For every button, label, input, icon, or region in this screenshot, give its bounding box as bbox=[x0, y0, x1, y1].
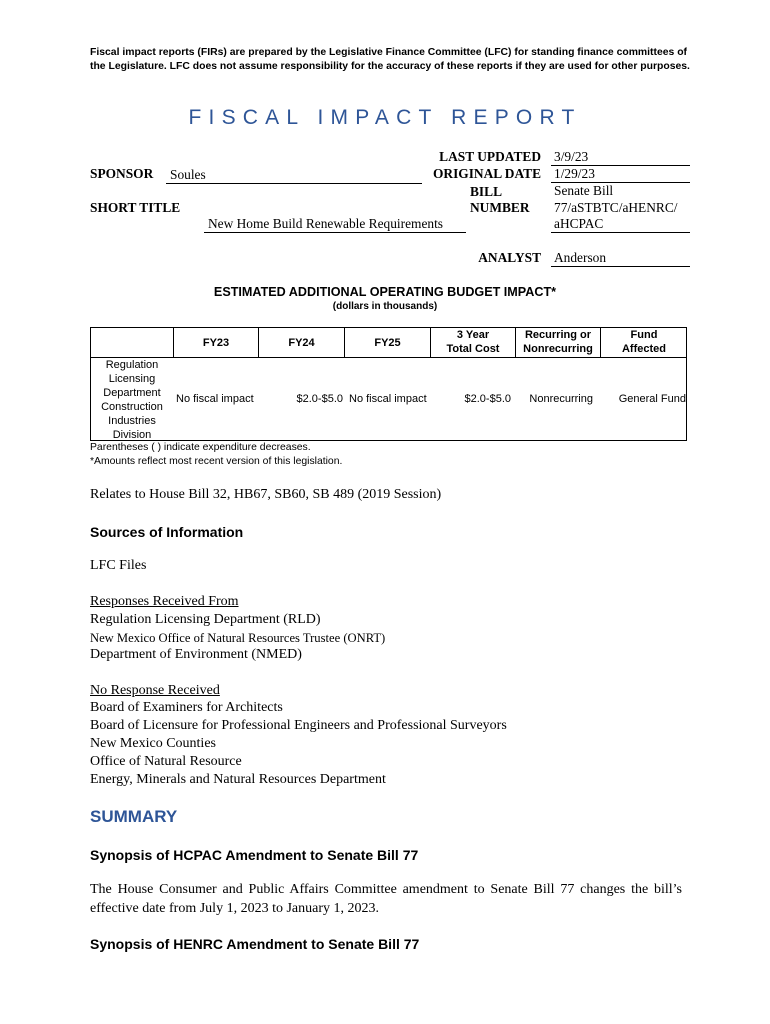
column-header-fy23: FY23 bbox=[202, 337, 230, 349]
no-response-item: Energy, Minerals and Natural Resources Department bbox=[90, 772, 386, 787]
column-header-total: 3 Year Total Cost bbox=[446, 329, 500, 355]
report-title: FISCAL IMPACT REPORT bbox=[188, 106, 582, 129]
response-item: Department of Environment (NMED) bbox=[90, 647, 302, 662]
last-updated-value: 3/9/23 bbox=[551, 149, 690, 166]
table-header-divider bbox=[91, 357, 686, 358]
no-response-item: Board of Examiners for Architects bbox=[90, 700, 283, 715]
table-cell-recurring: Nonrecurring bbox=[529, 393, 593, 405]
table-cell-fund: General Fund bbox=[618, 393, 686, 405]
responses-received-heading: Responses Received From bbox=[90, 594, 239, 609]
no-response-item: Office of Natural Resource bbox=[90, 754, 242, 769]
bill-label: BILL bbox=[470, 184, 503, 199]
bill-number-line: aHCPAC bbox=[554, 216, 604, 231]
sponsor-value: Soules bbox=[166, 167, 422, 184]
bill-number-underline bbox=[551, 232, 690, 233]
summary-heading: SUMMARY bbox=[90, 807, 178, 826]
synopsis-hcpac-text: The House Consumer and Public Affairs Committee amendment to Senate Bill 77 changes the bill’s effective date from July 1, 2023 to January 1, 2023. bbox=[90, 882, 682, 916]
synopsis-henrc-heading: Synopsis of HENRC Amendment to Senate Bill 77 bbox=[90, 936, 420, 952]
short-title-label: SHORT TITLE bbox=[90, 200, 181, 215]
bill-number-value bbox=[554, 183, 678, 233]
analyst-label: ANALYST bbox=[478, 250, 541, 265]
original-date-label: ORIGINAL DATE bbox=[432, 166, 541, 181]
bill-number-line: 77/aSTBTC/aHENRC/ bbox=[554, 199, 678, 215]
table-cell-total: $2.0-$5.0 bbox=[464, 393, 511, 405]
column-header-fy25: FY25 bbox=[374, 337, 401, 349]
column-header-fund: Fund Affected bbox=[621, 329, 666, 355]
column-header-recurring: Recurring or Nonrecurring bbox=[523, 329, 593, 355]
number-label: NUMBER bbox=[470, 200, 530, 215]
table-cell-fy24: $2.0-$5.0 bbox=[296, 393, 343, 405]
response-item: New Mexico Office of Natural Resources Trustee (ONRT) bbox=[90, 631, 386, 645]
lfc-files-text: LFC Files bbox=[90, 558, 147, 573]
table-note-amounts: *Amounts reflect most recent version of this legislation. bbox=[90, 456, 343, 467]
original-date-value: 1/29/23 bbox=[551, 166, 690, 183]
sponsor-label: SPONSOR bbox=[90, 166, 154, 181]
disclaimer-text: Fiscal impact reports (FIRs) are prepared by the Legislative Finance Committee (LFC) for standing finance committees of the Legislature. LFC does not assume responsibility for the accuracy of these reports if they are used for other purposes. bbox=[90, 47, 690, 72]
no-response-heading: No Response Received bbox=[90, 683, 220, 698]
last-updated-label: LAST UPDATED bbox=[439, 149, 541, 164]
table-cell-fy23: No fiscal impact bbox=[176, 393, 254, 405]
no-response-item: Board of Licensure for Professional Engineers and Professional Surveyors bbox=[90, 718, 507, 733]
no-response-item: New Mexico Counties bbox=[90, 736, 216, 751]
budget-table bbox=[90, 327, 687, 441]
column-header-fy24: FY24 bbox=[288, 337, 315, 349]
table-cell-agency: Regulation Licensing Department Construction Industries Division bbox=[101, 359, 163, 441]
short-title-value: New Home Build Renewable Requirements bbox=[204, 216, 466, 233]
analyst-value: Anderson bbox=[551, 250, 690, 267]
table-cell-fy25: No fiscal impact bbox=[349, 393, 427, 405]
bill-number-line: Senate Bill bbox=[554, 183, 614, 198]
budget-table-subheading: (dollars in thousands) bbox=[332, 301, 438, 312]
synopsis-hcpac-heading: Synopsis of HCPAC Amendment to Senate Bill 77 bbox=[90, 847, 419, 863]
sources-heading: Sources of Information bbox=[90, 524, 244, 540]
relates-to-text: Relates to House Bill 32, HB67, SB60, SB 489 (2019 Session) bbox=[90, 487, 442, 502]
response-item: Regulation Licensing Department (RLD) bbox=[90, 612, 321, 627]
table-note-parentheses: Parentheses ( ) indicate expenditure decreases. bbox=[90, 442, 311, 453]
budget-table-heading: ESTIMATED ADDITIONAL OPERATING BUDGET IMPACT* bbox=[213, 285, 557, 299]
